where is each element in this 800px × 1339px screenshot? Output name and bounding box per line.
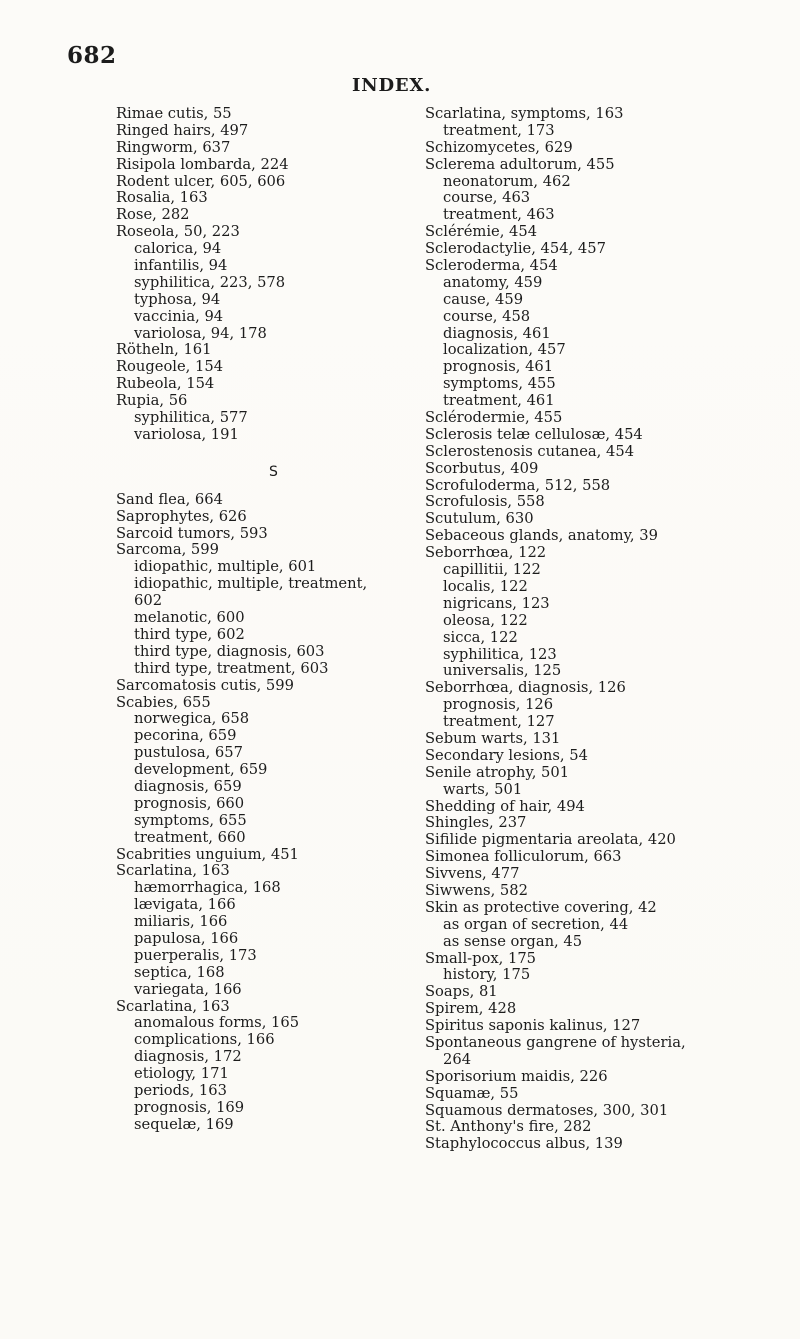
- index-entry: Secondary lesions, 54: [425, 746, 588, 764]
- index-entry: Scabies, 655: [116, 693, 211, 711]
- index-entry: Ringed hairs, 497: [116, 121, 249, 139]
- index-entry: Sporisorium maidis, 226: [425, 1067, 608, 1085]
- index-entry: Siwwens, 582: [425, 881, 528, 899]
- index-entry: Sivvens, 477: [425, 865, 520, 883]
- index-subentry: anomalous forms, 165: [134, 1014, 300, 1032]
- index-subentry: as sense organ, 45: [443, 932, 583, 950]
- index-entry: Senile atrophy, 501: [425, 763, 570, 781]
- index-entry: Scutulum, 630: [425, 510, 534, 528]
- index-subentry: prognosis, 660: [134, 794, 245, 812]
- index-entry: Squamous dermatoses, 300, 301: [425, 1101, 669, 1119]
- left-index-column: [116, 106, 451, 1134]
- index-entry: Sarcoid tumors, 593: [116, 524, 268, 542]
- index-subentry: infantilis, 94: [134, 257, 228, 275]
- index-subentry: norwegica, 658: [134, 710, 250, 728]
- index-subentry: course, 458: [443, 307, 531, 325]
- index-subentry: course, 463: [443, 189, 531, 207]
- index-subentry: puerperalis, 173: [134, 946, 257, 964]
- index-subentry: history, 175: [443, 966, 531, 984]
- index-subentry: melanotic, 600: [134, 609, 245, 627]
- index-subentry: complications, 166: [134, 1031, 275, 1049]
- index-subentry: symptoms, 655: [134, 811, 247, 829]
- index-subentry: variolosa, 94, 178: [134, 324, 267, 342]
- index-entry: Ringworm, 637: [116, 138, 231, 156]
- index-entry: Rougeole, 154: [116, 358, 224, 376]
- index-entry: Soaps, 81: [425, 983, 498, 1001]
- index-entry: Sebum warts, 131: [425, 729, 561, 747]
- index-entry: Scarlatina, 163: [116, 862, 230, 880]
- index-subentry: 602: [134, 592, 163, 610]
- index-subentry: calorica, 94: [134, 240, 222, 258]
- index-subentry: cause, 459: [443, 290, 524, 308]
- index-subentry: papulosa, 166: [134, 929, 239, 947]
- index-subentry: diagnosis, 461: [443, 324, 551, 342]
- index-entry: Shedding of hair, 494: [425, 797, 585, 815]
- index-subentry: as organ of secretion, 44: [443, 915, 629, 933]
- index-subentry: syphilitica, 577: [134, 409, 248, 427]
- index-subentry: anatomy, 459: [443, 273, 543, 291]
- index-subentry: pustulosa, 657: [134, 744, 243, 762]
- index-entry: Rosalia, 163: [116, 189, 208, 207]
- right-index-column: [425, 106, 797, 1153]
- index-subentry: prognosis, 126: [443, 696, 554, 714]
- index-entry: Risipola lombarda, 224: [116, 155, 289, 173]
- index-entry: Shingles, 237: [425, 814, 527, 832]
- index-entry: Sclérémie, 454: [425, 223, 538, 241]
- index-subentry: development, 659: [134, 761, 268, 779]
- index-subentry: miliaris, 166: [134, 913, 228, 931]
- index-subentry: vaccinia, 94: [134, 307, 224, 325]
- index-entry: Sclerema adultorum, 455: [425, 155, 615, 173]
- index-entry: Scrofulosis, 558: [425, 493, 545, 511]
- running-title: INDEX.: [352, 75, 432, 96]
- index-entry: Small-pox, 175: [425, 949, 537, 967]
- index-subentry: prognosis, 461: [443, 358, 554, 376]
- index-entry: Scleroderma, 454: [425, 257, 558, 275]
- index-entry: Rubeola, 154: [116, 375, 215, 393]
- index-subentry: treatment, 461: [443, 392, 555, 410]
- index-entry: Scabrities unguium, 451: [116, 845, 299, 863]
- index-subentry: localis, 122: [443, 577, 528, 595]
- page-number: 682: [67, 42, 117, 69]
- index-subentry: third type, 602: [134, 625, 245, 643]
- index-entry: Schizomycetes, 629: [425, 138, 573, 156]
- index-entry: Sebaceous glands, anatomy, 39: [425, 527, 658, 545]
- index-entry: Sarcomatosis cutis, 599: [116, 676, 294, 694]
- index-entry: Sclérodermie, 455: [425, 409, 563, 427]
- index-subentry: etiology, 171: [134, 1065, 229, 1083]
- index-subentry: 264: [443, 1050, 472, 1068]
- index-entry: St. Anthony's fire, 282: [425, 1118, 592, 1136]
- index-entry: Scrofuloderma, 512, 558: [425, 476, 611, 494]
- index-entry: Seborrhœa, diagnosis, 126: [425, 679, 626, 697]
- index-subentry: idiopathic, multiple, treatment,: [134, 575, 368, 593]
- index-entry: Squamæ, 55: [425, 1084, 519, 1102]
- index-subentry: treatment, 463: [443, 206, 555, 224]
- index-subentry: symptoms, 455: [443, 375, 556, 393]
- index-entry: Sifilide pigmentaria areolata, 420: [425, 831, 676, 849]
- index-subentry: sicca, 122: [443, 628, 518, 646]
- index-entry: Sarcoma, 599: [116, 541, 219, 559]
- index-subentry: third type, treatment, 603: [134, 659, 329, 677]
- index-subentry: idiopathic, multiple, 601: [134, 558, 317, 576]
- index-subentry: sequelæ, 169: [134, 1115, 234, 1133]
- index-subentry: syphilitica, 223, 578: [134, 273, 286, 291]
- index-entry: Scarlatina, 163: [116, 997, 230, 1015]
- index-entry: Sclerosis telæ cellulosæ, 454: [425, 425, 643, 443]
- index-entry: Rodent ulcer, 605, 606: [116, 172, 286, 190]
- index-entry: Scarlatina, symptoms, 163: [425, 105, 624, 122]
- index-subentry: treatment, 127: [443, 713, 555, 731]
- index-entry: Rimae cutis, 55: [116, 105, 232, 122]
- index-subentry: diagnosis, 659: [134, 777, 242, 795]
- index-entry: Staphylococcus albus, 139: [425, 1135, 623, 1153]
- index-subentry: septica, 168: [134, 963, 225, 981]
- index-subentry: typhosa, 94: [134, 290, 221, 308]
- index-subentry: localization, 457: [443, 341, 566, 359]
- index-subentry: capillitii, 122: [443, 561, 541, 579]
- index-entry: Rötheln, 161: [116, 341, 212, 359]
- index-subentry: nigricans, 123: [443, 594, 550, 612]
- index-subentry: hæmorrhagica, 168: [134, 879, 281, 897]
- index-subentry: lævigata, 166: [134, 896, 236, 914]
- left-block-s-entries: [116, 492, 451, 1134]
- index-entry: Skin as protective covering, 42: [425, 898, 657, 916]
- index-subentry: pecorina, 659: [134, 727, 237, 745]
- index-entry: Rupia, 56: [116, 392, 188, 410]
- index-subentry: third type, diagnosis, 603: [134, 642, 325, 660]
- right-block-s-entries: [425, 106, 797, 1153]
- index-entry: Spiritus saponis kalinus, 127: [425, 1017, 641, 1035]
- index-entry: Roseola, 50, 223: [116, 223, 240, 241]
- index-subentry: oleosa, 122: [443, 611, 528, 629]
- index-subentry: warts, 501: [443, 780, 523, 798]
- index-entry: Seborrhœa, 122: [425, 544, 547, 562]
- index-subentry: diagnosis, 172: [134, 1048, 242, 1066]
- index-entry: Sclerostenosis cutanea, 454: [425, 442, 635, 460]
- index-entry: Scorbutus, 409: [425, 459, 539, 477]
- index-subentry: variolosa, 191: [134, 425, 239, 443]
- index-subentry: prognosis, 169: [134, 1098, 245, 1116]
- index-subentry: neonatorum, 462: [443, 172, 571, 190]
- index-subentry: treatment, 173: [443, 121, 555, 139]
- index-subentry: periods, 163: [134, 1081, 227, 1099]
- index-entry: Spirem, 428: [425, 1000, 517, 1018]
- index-entry: Sand flea, 664: [116, 490, 223, 508]
- index-entry: Rose, 282: [116, 206, 190, 224]
- index-entry: Simonea folliculorum, 663: [425, 848, 622, 866]
- index-subentry: syphilitica, 123: [443, 645, 557, 663]
- index-entry: Saprophytes, 626: [116, 507, 247, 525]
- index-subentry: universalis, 125: [443, 662, 562, 680]
- index-entry: Sclerodactylie, 454, 457: [425, 240, 606, 258]
- left-block-r-entries: [116, 106, 451, 444]
- index-entry: Spontaneous gangrene of hysteria,: [425, 1033, 686, 1051]
- index-subentry: variegata, 166: [134, 980, 242, 998]
- section-heading-s: S: [269, 463, 278, 480]
- index-subentry: treatment, 660: [134, 828, 246, 846]
